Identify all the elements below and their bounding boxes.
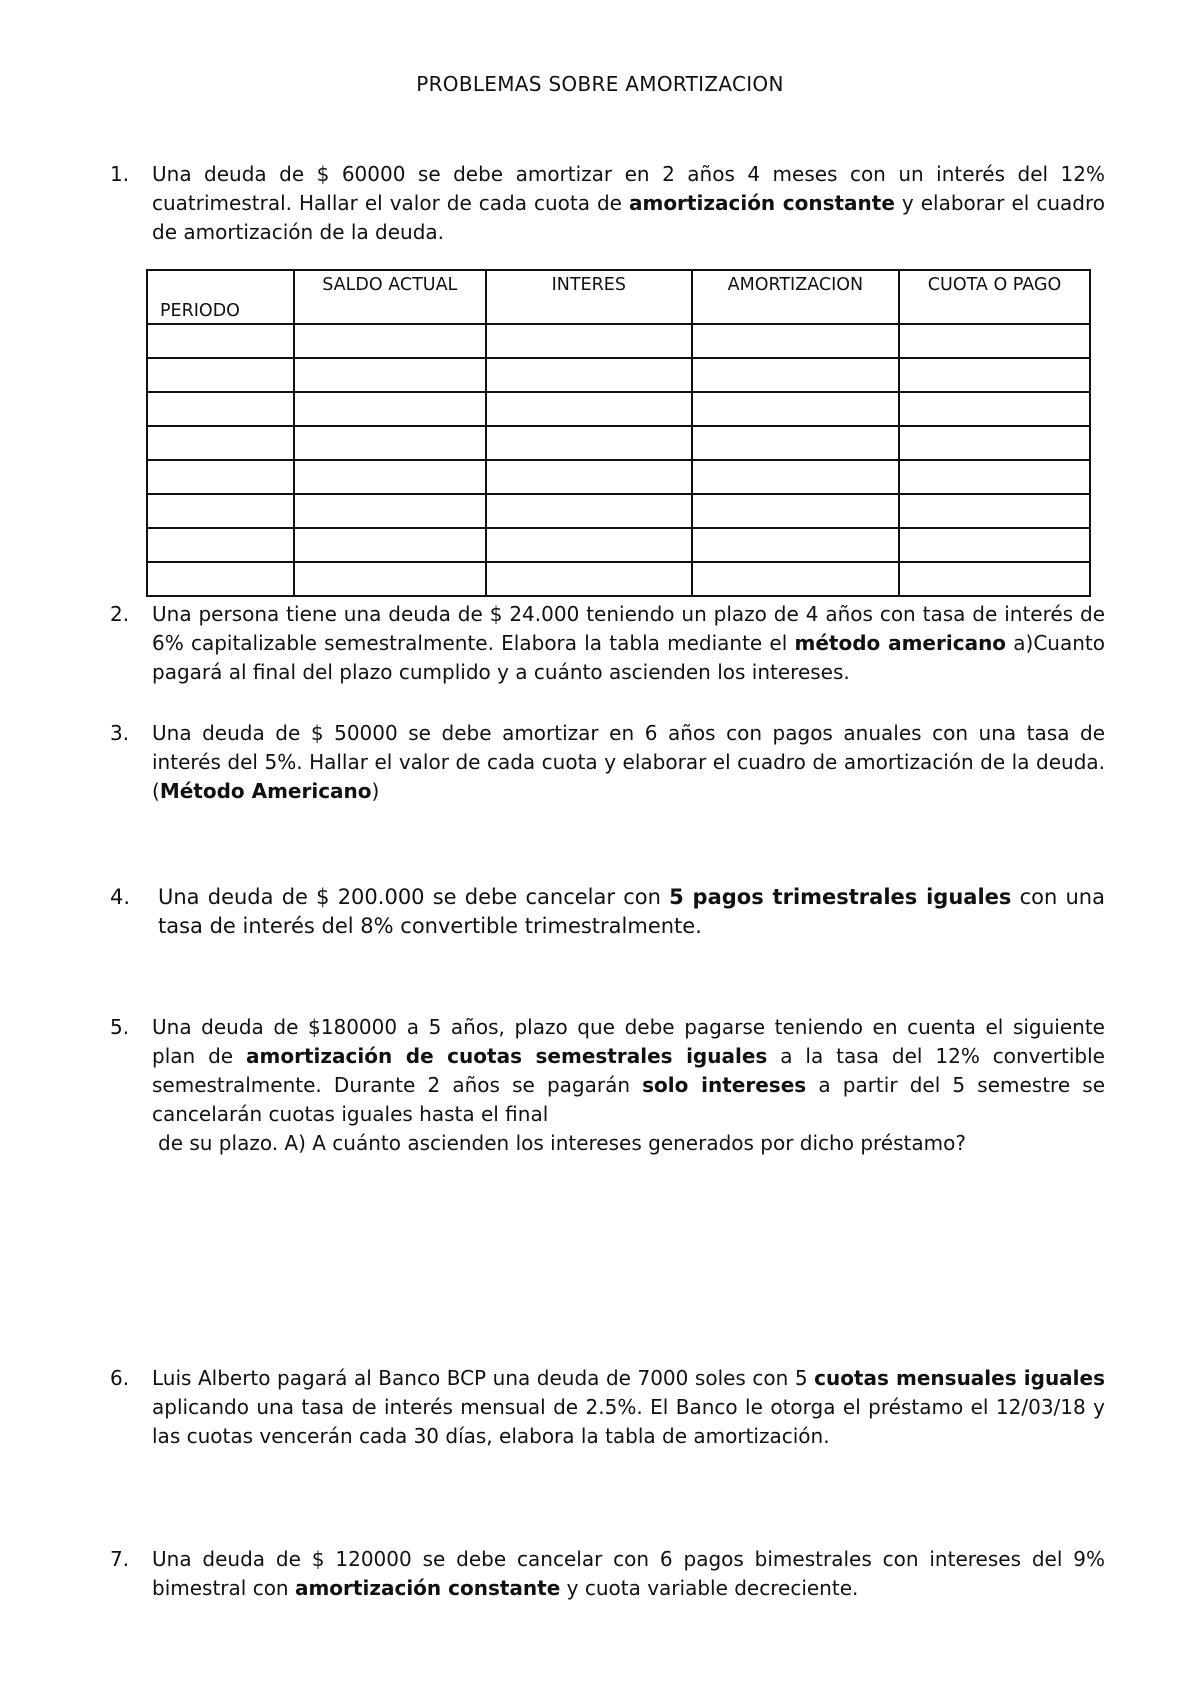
header-cuota-o-pago: CUOTA O PAGO [899, 270, 1090, 324]
problem-text: Luis Alberto pagará al Banco BCP una deuda de 7000 soles con 5 cuotas mensuales iguales aplicando una tasa de interés mensual de 2.5%. El Banco le otorga el préstamo el 12/03/18 y las cuotas vencerán cada 30 días, elabora la tabla de amortización. [152, 1366, 1106, 1448]
table-cell [692, 426, 899, 460]
emphasis: amortización constante [628, 191, 895, 215]
problem-text: Una deuda de $ 200.000 se debe cancelar con 5 pagos trimestrales iguales con una tasa de interés del 8% convertible trimestralmente. [158, 885, 1105, 938]
table-cell [899, 358, 1090, 392]
table-cell [692, 392, 899, 426]
table-cell [294, 392, 486, 426]
table-cell [147, 460, 294, 494]
table-row [147, 392, 1090, 426]
table-cell [899, 562, 1090, 596]
problem-number: 2. [110, 602, 130, 626]
table-cell [294, 562, 486, 596]
table-cell [899, 528, 1090, 562]
header-interes: INTERES [486, 270, 692, 324]
table-cell [486, 562, 692, 596]
table-cell [294, 324, 486, 358]
table-cell [486, 426, 692, 460]
amortization-table [146, 269, 1091, 597]
table-cell [692, 460, 899, 494]
header-periodo: PERIODO [147, 270, 294, 324]
table-row [147, 358, 1090, 392]
table-cell [147, 426, 294, 460]
problem-number: 4. [110, 885, 131, 909]
emphasis: 5 pagos trimestrales iguales [669, 885, 1012, 909]
table-cell [899, 494, 1090, 528]
problem-text-continuation: de su plazo. A) A cuánto ascienden los intereses generados por dicho préstamo? [158, 1131, 966, 1155]
table-cell [899, 426, 1090, 460]
header-saldo-actual: SALDO ACTUAL [294, 270, 486, 324]
problem-number: 7. [110, 1547, 130, 1571]
problem-6 [110, 1364, 1105, 1451]
table-cell [486, 324, 692, 358]
table-cell [486, 358, 692, 392]
problem-number: 3. [110, 721, 130, 745]
table-row [147, 494, 1090, 528]
table-cell [692, 562, 899, 596]
table-row [147, 460, 1090, 494]
table-cell [294, 358, 486, 392]
problem-text: Una deuda de $ 120000 se debe cancelar con 6 pagos bimestrales con intereses del 9% bimestral con amortización constante y cuota variable decreciente. [152, 1547, 1105, 1600]
table-row [147, 426, 1090, 460]
table-cell [486, 392, 692, 426]
table-cell [692, 494, 899, 528]
emphasis: cuotas mensuales iguales [814, 1366, 1106, 1390]
table-cell [147, 358, 294, 392]
table-row [147, 562, 1090, 596]
table-cell [899, 324, 1090, 358]
problem-1 [110, 160, 1105, 247]
emphasis: Método Americano [159, 779, 372, 803]
problem-number: 5. [110, 1015, 130, 1039]
table-cell [486, 494, 692, 528]
table-cell [486, 528, 692, 562]
emphasis: solo intereses [642, 1073, 807, 1097]
table-cell [294, 426, 486, 460]
table-cell [692, 358, 899, 392]
problem-text: Una deuda de $ 50000 se debe amortizar en 6 años con pagos anuales con una tasa de interés del 5%. Hallar el valor de cada cuota y elaborar el cuadro de amortización de la deuda. (Método Americano) [152, 721, 1105, 803]
table-cell [147, 324, 294, 358]
table-cell [899, 392, 1090, 426]
problem-2 [110, 600, 1105, 687]
emphasis: amortización constante [294, 1576, 561, 1600]
table-cell [147, 494, 294, 528]
table-cell [147, 392, 294, 426]
header-amortizacion: AMORTIZACION [692, 270, 899, 324]
problem-7 [110, 1545, 1105, 1603]
problem-text: Una deuda de $180000 a 5 años, plazo que debe pagarse teniendo en cuenta el siguiente plan de amortización de cuotas semestrales iguales a la tasa del 12% convertible semestralmente. Durante 2 años se pagarán solo intereses a partir del 5 semestre se cancelarán cuotas iguales hasta el final [152, 1015, 1106, 1126]
table-cell [294, 460, 486, 494]
problem-text: Una persona tiene una deuda de $ 24.000 teniendo un plazo de 4 años con tasa de interés de 6% capitalizable semestralmente. Elabora la tabla mediante el método americano a)Cuanto pagará al final del plazo cumplido y a cuánto ascienden los intereses. [152, 602, 1105, 684]
problem-number: 1. [110, 162, 130, 186]
problem-3 [110, 719, 1105, 806]
problem-5 [110, 1013, 1105, 1158]
table-cell [294, 494, 486, 528]
table-cell [692, 324, 899, 358]
problem-number: 6. [110, 1366, 130, 1390]
table-header-row [147, 270, 1090, 324]
table-cell [147, 528, 294, 562]
table-row [147, 324, 1090, 358]
problem-4 [110, 883, 1105, 941]
table-row [147, 528, 1090, 562]
table-cell [147, 562, 294, 596]
document-title: PROBLEMAS SOBRE AMORTIZACION [416, 72, 784, 96]
emphasis: método americano [794, 631, 1007, 655]
table-cell [692, 528, 899, 562]
table-cell [899, 460, 1090, 494]
table-cell [294, 528, 486, 562]
problem-text: Una deuda de $ 60000 se debe amortizar en 2 años 4 meses con un interés del 12% cuatrimestral. Hallar el valor de cada cuota de amortización constante y elaborar el cuadro de amortización de la deuda. [152, 162, 1105, 244]
emphasis: amortización de cuotas semestrales iguales [246, 1044, 768, 1068]
table-cell [486, 460, 692, 494]
